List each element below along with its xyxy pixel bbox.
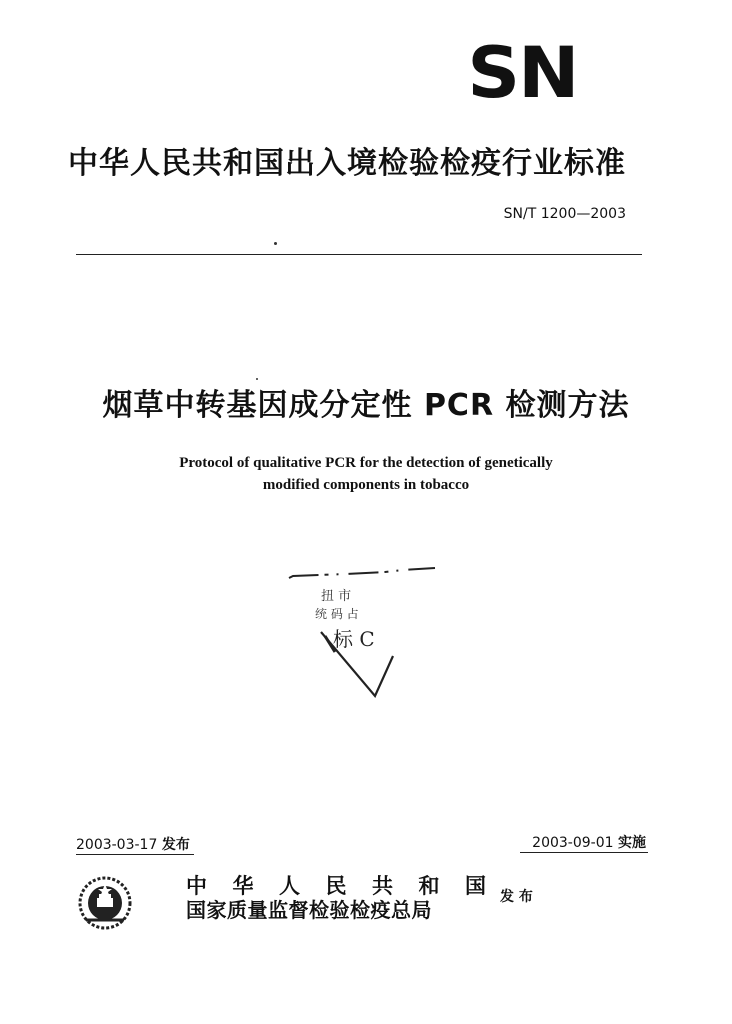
scan-dot xyxy=(256,378,258,380)
issuer-char: 共 xyxy=(372,873,393,898)
sn-logo: SN xyxy=(467,32,578,114)
issue-date-rule xyxy=(76,854,194,855)
issuer-char: 民 xyxy=(325,873,347,898)
stamp-fragment-3: 标 C xyxy=(333,627,375,651)
issue-date xyxy=(76,834,190,854)
issue-date-label: 发布 xyxy=(161,837,190,853)
standard-organization: 中华人民共和国出入境检验检疫行业标准 xyxy=(68,146,626,181)
title-en-line2: modified components in tobacco xyxy=(262,477,470,493)
issuer-char: 中 xyxy=(186,873,207,898)
receipt-stamp-icon xyxy=(285,560,445,700)
implement-date-label: 实施 xyxy=(618,835,646,851)
implement-date-rule xyxy=(520,852,648,853)
national-emblem-icon xyxy=(76,874,134,932)
title-en-line1: Protocol of qualitative PCR for the detection of genetically xyxy=(179,455,553,471)
stamp-fragment-2: 统 码 占 xyxy=(315,607,359,621)
issuer-agency: 国家质量监督检验检疫总局 xyxy=(186,898,432,922)
issuer-country xyxy=(186,874,486,898)
issue-date-value: 2003-03-17 xyxy=(76,837,158,853)
stamp-fragment-1: 扭 市 xyxy=(321,589,352,604)
issuer-char: 华 xyxy=(232,873,254,898)
issuer-action: 发 布 xyxy=(500,889,533,905)
implement-date-value: 2003-09-01 xyxy=(532,835,614,851)
issuer-char: 国 xyxy=(465,873,486,898)
implement-date xyxy=(532,832,646,852)
scan-dot xyxy=(274,242,277,245)
issuer-char: 和 xyxy=(418,873,440,898)
standard-code: SN/T 1200—2003 xyxy=(503,206,626,222)
document-title-cn: 烟草中转基因成分定性 PCR 检测方法 xyxy=(102,388,630,423)
document-title-en xyxy=(100,452,632,496)
issuer-char: 人 xyxy=(279,873,300,898)
header-divider xyxy=(76,254,642,255)
